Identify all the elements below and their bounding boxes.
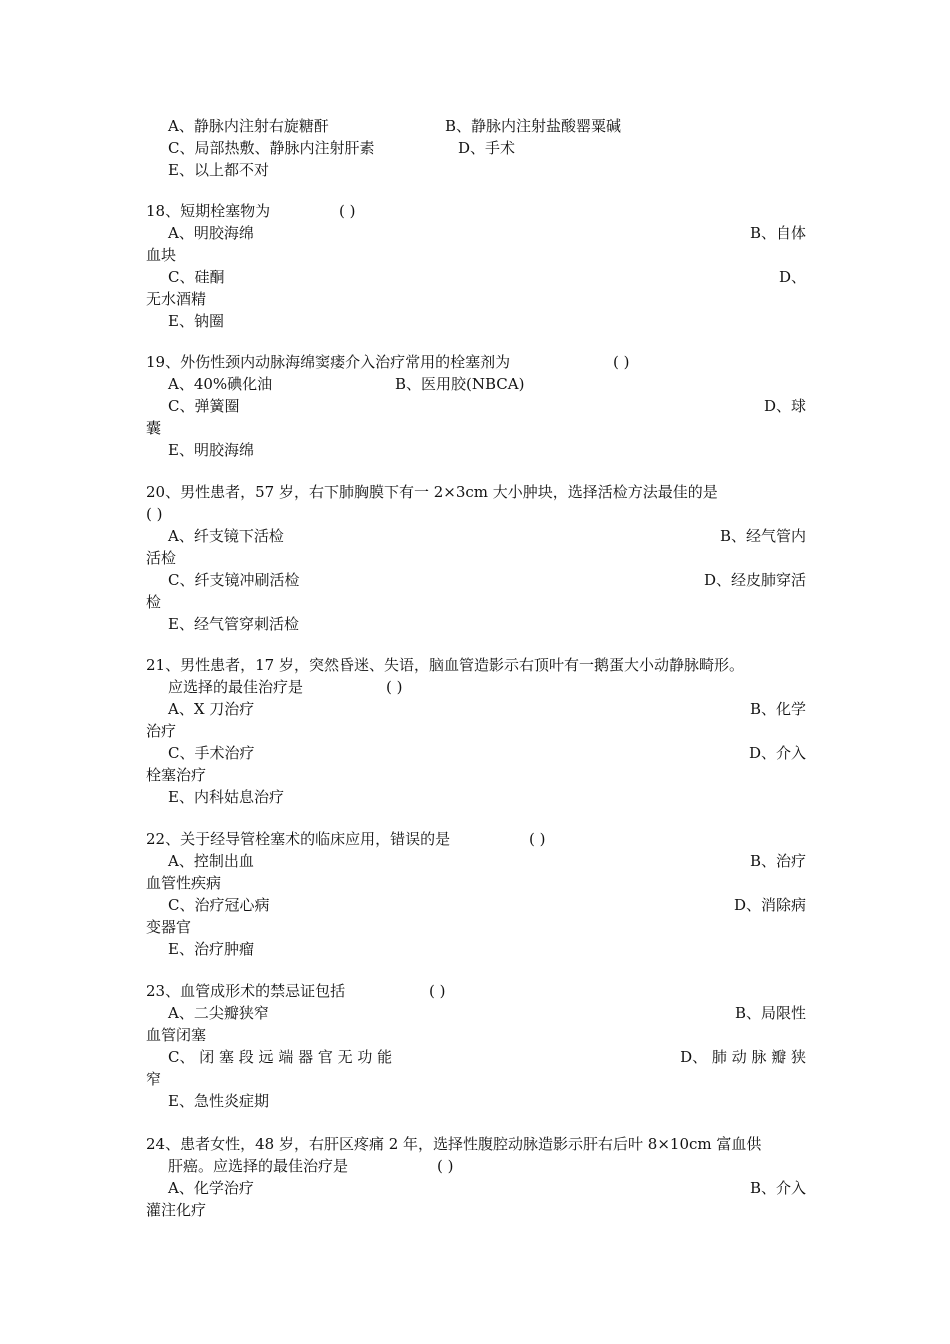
q19-answer-blank: ( ) (613, 353, 630, 371)
q18-answer-blank: ( ) (339, 202, 356, 220)
q20-option-d-wrap: 检 (146, 593, 162, 611)
q23-option-e: E、急性炎症期 (168, 1092, 269, 1110)
q22-option-d: D、消除病 (733, 896, 806, 914)
q21-option-d-wrap: 栓塞治疗 (146, 766, 207, 784)
q19-stem (146, 351, 806, 373)
q19-option-d-wrap: 囊 (146, 419, 162, 437)
q23-answer-blank: ( ) (429, 982, 446, 1000)
q23-option-a: A、二尖瓣狭窄 (168, 1004, 269, 1022)
q22-option-a: A、控制出血 (168, 852, 254, 870)
q18-option-e: E、钠圈 (168, 312, 224, 330)
q24-option-row-ab (168, 1177, 806, 1199)
q17-option-a: A、静脉内注射右旋糖酐 (168, 117, 329, 135)
q20-option-a: A、纤支镜下活检 (168, 527, 284, 545)
q24-option-b: B、介入 (749, 1179, 806, 1197)
q18-stem-text: 18、短期栓塞物为 (146, 202, 271, 220)
q23-option-d: D、 肺 动 脉 瓣 狭 (680, 1048, 806, 1066)
q18-option-b-wrap: 血块 (146, 246, 177, 264)
q22-option-e: E、治疗肿瘤 (168, 940, 254, 958)
q24-stem: 24、患者女性，48 岁，右肝区疼痛 2 年，选择性腹腔动脉造影示肝右后叶 8×10cm 富血供 (146, 1135, 762, 1153)
q21-option-c: C、手术治疗 (168, 744, 255, 762)
q21-option-row-cd (168, 742, 806, 764)
q24-answer-blank: ( ) (437, 1157, 454, 1175)
q22-option-c: C、治疗冠心病 (168, 896, 270, 914)
q20-answer-blank: ( ) (146, 505, 163, 523)
q20-option-row-cd (168, 569, 806, 591)
q18-option-c: C、硅酮 (168, 268, 225, 286)
q19-option-b: B、医用胶(NBCA) (395, 375, 525, 393)
q20-option-d: D、经皮肺穿活 (703, 571, 806, 589)
q21-option-b: B、化学 (749, 700, 806, 718)
q24-stem-text-2: 肝癌。应选择的最佳治疗是 (168, 1157, 349, 1175)
q19-option-d: D、球 (763, 397, 806, 415)
q18-stem (146, 200, 806, 222)
q23-option-b: B、局限性 (734, 1004, 806, 1022)
q24-stem-cont (168, 1155, 806, 1177)
q18-option-row-cd (168, 266, 806, 288)
q24-option-b-wrap: 灌注化疗 (146, 1201, 207, 1219)
q21-stem-text-2: 应选择的最佳治疗是 (168, 678, 304, 696)
q23-stem (146, 980, 806, 1002)
q20-option-e: E、经气管穿刺活检 (168, 615, 299, 633)
q17-option-d: D、手术 (458, 139, 516, 157)
q22-stem-text: 22、关于经导管栓塞术的临床应用，错误的是 (146, 830, 451, 848)
q22-option-row-ab (168, 850, 806, 872)
q18-option-a: A、明胶海绵 (168, 224, 254, 242)
q21-option-a: A、X 刀治疗 (168, 700, 255, 718)
q19-option-row-ab (168, 373, 806, 395)
q23-stem-text: 23、血管成形术的禁忌证包括 (146, 982, 346, 1000)
q17-option-e: E、以上都不对 (168, 161, 269, 179)
q23-option-d-wrap: 窄 (146, 1070, 162, 1088)
q22-option-b-wrap: 血管性疾病 (146, 874, 222, 892)
q22-option-d-wrap: 变器官 (146, 918, 192, 936)
q21-option-b-wrap: 治疗 (146, 722, 177, 740)
q21-option-d: D、介入 (748, 744, 806, 762)
q23-option-b-wrap: 血管闭塞 (146, 1026, 207, 1044)
q23-option-c: C、 闭 塞 段 远 端 器 官 无 功 能 (168, 1048, 393, 1066)
q18-option-d-wrap: 无水酒精 (146, 290, 207, 308)
q21-stem-cont (168, 676, 806, 698)
q20-option-row-ab (168, 525, 806, 547)
q19-option-a: A、40%碘化油 (168, 375, 273, 393)
q17-option-row-ab (168, 115, 806, 137)
q18-option-b: B、自体 (749, 224, 806, 242)
q21-answer-blank: ( ) (386, 678, 403, 696)
q21-option-e: E、内科姑息治疗 (168, 788, 284, 806)
q19-option-e: E、明胶海绵 (168, 441, 254, 459)
q23-option-row-ab (168, 1002, 806, 1024)
q24-option-a: A、化学治疗 (168, 1179, 254, 1197)
q22-answer-blank: ( ) (529, 830, 546, 848)
q20-option-c: C、纤支镜冲刷活检 (168, 571, 300, 589)
q22-option-b: B、治疗 (749, 852, 806, 870)
q19-option-c: C、弹簧圈 (168, 397, 240, 415)
q17-option-row-cd (168, 137, 806, 159)
q22-option-row-cd (168, 894, 806, 916)
q19-option-row-cd (168, 395, 806, 417)
q17-option-b: B、静脉内注射盐酸罂粟碱 (445, 117, 622, 135)
q22-stem (146, 828, 806, 850)
q18-option-d: D、 (778, 268, 806, 286)
q20-stem: 20、男性患者，57 岁，右下肺胸膜下有一 2×3cm 大小肿块，选择活检方法最佳的是 (146, 483, 718, 501)
q23-option-row-cd (168, 1046, 806, 1068)
q19-stem-text: 19、外伤性颈内动脉海绵窦瘘介入治疗常用的栓塞剂为 (146, 353, 511, 371)
q21-stem: 21、男性患者，17 岁，突然昏迷、失语，脑血管造影示右顶叶有一鹅蛋大小动静脉畸形。 (146, 656, 744, 674)
q20-option-b-wrap: 活检 (146, 549, 177, 567)
q17-option-c: C、局部热敷、静脉内注射肝素 (168, 139, 375, 157)
q20-option-b: B、经气管内 (719, 527, 806, 545)
q18-option-row-ab (168, 222, 806, 244)
q21-option-row-ab (168, 698, 806, 720)
